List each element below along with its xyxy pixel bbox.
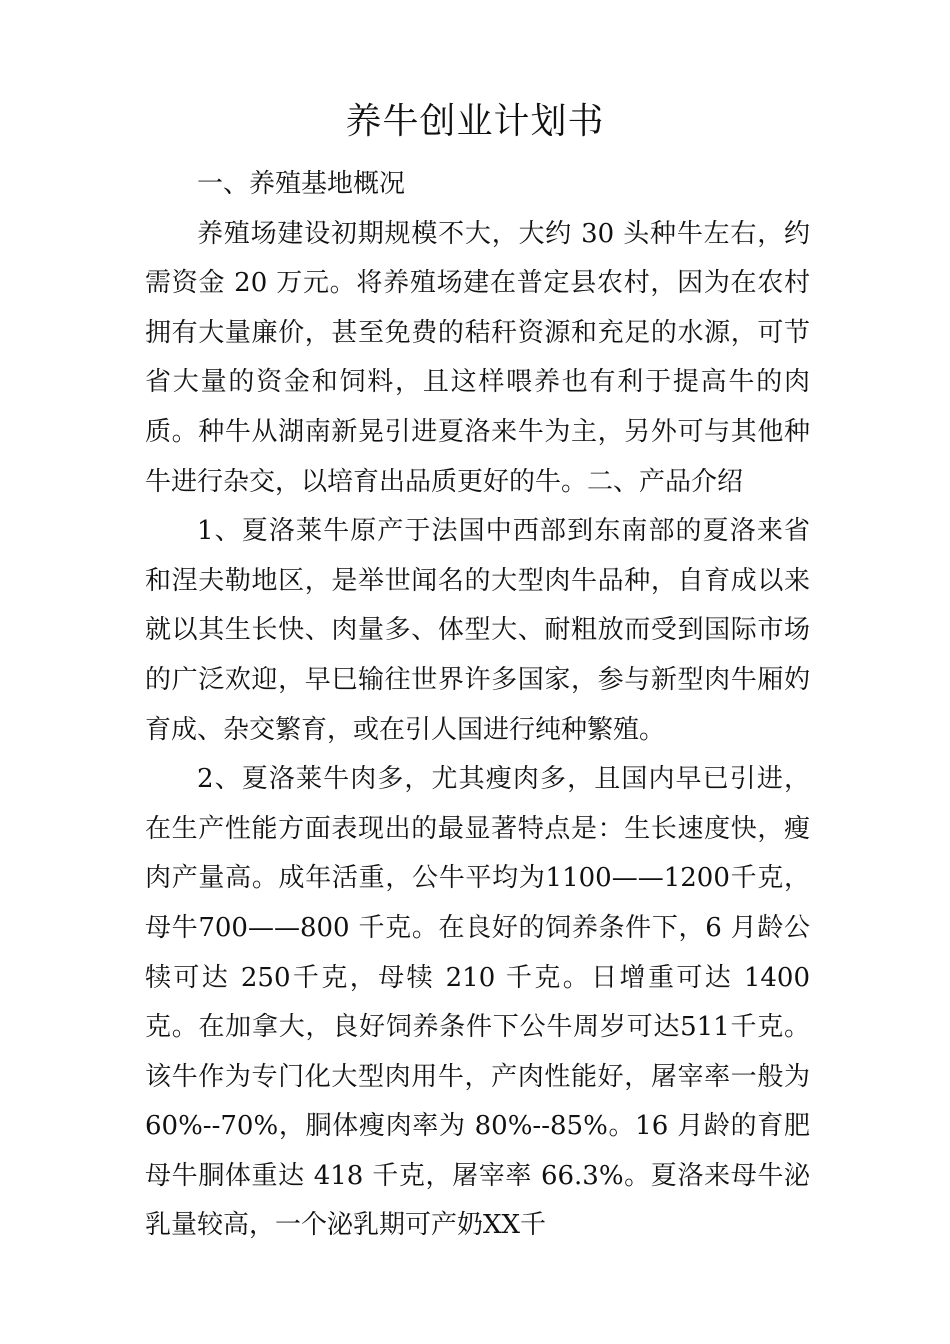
paragraph-product-intro-2: 2、夏洛莱牛肉多，尤其瘦肉多，且国内早已引进，在生产性能方面表现出的最显著特点是：生长速度快，瘦肉产量高。成年活重，公牛平均为1100——1200千克，母牛700——800 千克。在良好的饲养条件下，6 月龄公犊可达 250千克，母犊 210 千克。日增重可达 1400 克。在加拿大，良好饲养条件下公牛周岁可达511千克。该牛作为专门化大型肉用牛，产肉性能好，屠宰率一般为60%--70%，胴体瘦肉率为 80%--85%。16 月龄的育肥母牛胴体重达 418 千克，屠宰率 66.3%。夏洛来母牛泌乳量较高，一个泌乳期可产奶XX千 [145, 764, 810, 1241]
paragraph-base-overview: 养殖场建设初期规模不大，大约 30 头种牛左右，约需资金 20 万元。将养殖场建在普定县农村，因为在农村拥有大量廉价，甚至免费的秸秆资源和充足的水源，可节省大量的资金和饲料，且这样喂养也有利于提高牛的肉质。种牛从湖南新晃引进夏洛来牛为主，另外可与其他种牛进行杂交，以培育出品质更好的牛。二、产品介绍 [145, 218, 810, 497]
section-heading-base-overview: 一、养殖基地概况 [197, 169, 406, 199]
document-body [145, 160, 810, 1251]
document-title: 养牛创业计划书 [345, 101, 605, 142]
paragraph-product-intro-1: 1、夏洛莱牛原产于法国中西部到东南部的夏洛来省和涅夫勒地区，是举世闻名的大型肉牛品种，自育成以来就以其生长快、肉量多、体型大、耐粗放而受到国际市场的广泛欢迎，早巳输往世界许多国家，参与新型肉牛厢妁育成、杂交繁育，或在引人国进行纯种繁殖。 [145, 516, 810, 745]
